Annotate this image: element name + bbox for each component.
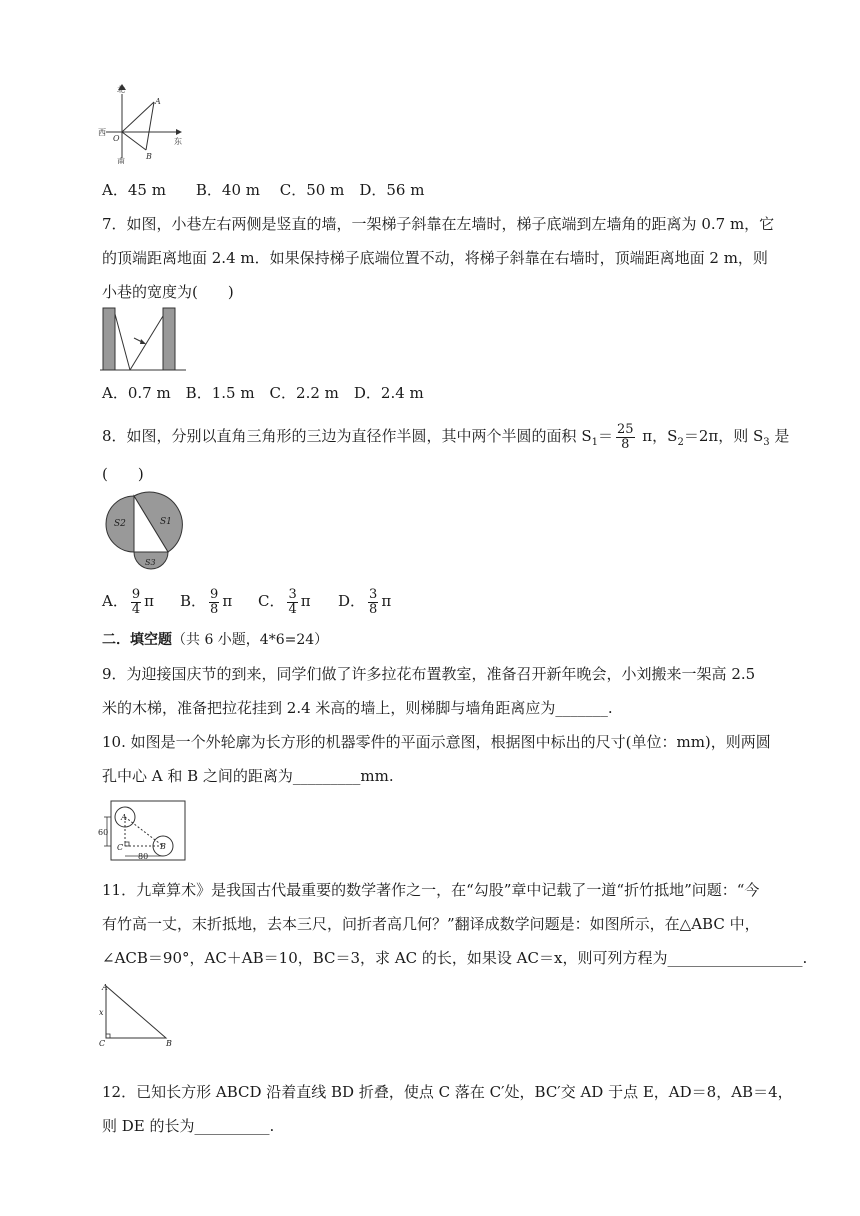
part-point-c-label: C: [117, 843, 124, 852]
q11-line1: 11．九章算术》是我国古代最重要的数学著作之一，在“勾股”章中记载了一道“折竹抵地”问题：“今: [102, 881, 760, 899]
q8-option-c: C． $\frac{3}{4}$ π: [258, 586, 311, 617]
triangle-a-label: A: [102, 983, 108, 992]
compass-point-a: A: [155, 97, 161, 106]
q7-options: A．0.7 m B．1.5 m C．2.2 m D．2.4 m: [102, 384, 424, 402]
q12-line2: 则 DE 的长为__________.: [102, 1117, 275, 1135]
q7-line3: 小巷的宽度为( ): [102, 283, 234, 301]
q8-text-post: ＝2π，则 S: [683, 427, 764, 445]
section2-note: （共 6 小题，4*6=24）: [172, 632, 329, 648]
q8-frac-den: 8: [621, 436, 630, 452]
compass-point-b: B: [146, 152, 152, 161]
part-dim-horizontal: 80: [138, 852, 149, 861]
q11-line3: ∠ACB＝90°，AC＋AB＝10，BC＝3，求 AC 的长，如果设 AC＝x，则可列方程为__________________.: [102, 949, 808, 967]
triangle-c-label: C: [99, 1039, 106, 1048]
q8-text-mid: π，S: [637, 427, 678, 445]
q6-options: A．45 m B．40 m C．50 m D．56 m: [102, 181, 425, 199]
part-hole-b-label: B: [160, 842, 166, 851]
q8-option-d: D． $\frac{3}{8}$ π: [338, 586, 392, 617]
compass-north-label: 北: [117, 85, 125, 94]
q10-line2: 孔中心 A 和 B 之间的距离为_________mm.: [102, 767, 394, 785]
compass-origin-label: O: [113, 134, 120, 143]
compass-west-label: 西: [98, 128, 106, 137]
q8-fraction: [616, 423, 635, 452]
q8-s1-sub: 1: [591, 437, 598, 448]
q9-line2: 米的木梯，准备把拉花挂到 2.4 米高的墙上，则梯脚与墙角距离应为_______.: [102, 699, 613, 717]
q10-line1: 10. 如图是一个外轮廓为长方形的机器零件的平面示意图，根据图中标出的尺寸(单位：mm)，则两圆: [102, 733, 771, 751]
triangle-b-label: B: [166, 1039, 172, 1048]
semicircle-s2-label: S2: [114, 519, 126, 529]
part-hole-a-label: A: [121, 813, 127, 822]
q8-eq: ＝: [597, 427, 613, 445]
q8-s3-sub: 3: [763, 437, 770, 448]
q8-text-pre: 8．如图，分别以直角三角形的三边为直径作半圆，其中两个半圆的面积 S: [102, 427, 592, 445]
q8-frac-num: 25: [616, 421, 634, 437]
q8-option-a: A． $\frac{9}{4}$ π: [102, 586, 154, 617]
compass-figure: [98, 84, 188, 164]
right-triangle-figure: [96, 980, 184, 1048]
q8-options: [102, 586, 391, 617]
machine-part-figure: [97, 798, 189, 864]
semicircle-s1-label: S1: [160, 517, 172, 527]
part-dim-vertical: 60: [98, 828, 109, 837]
q8-option-b: B． $\frac{9}{8}$ π: [180, 586, 233, 617]
compass-east-label: 东: [174, 137, 182, 146]
section2-title: 二．填空题: [102, 632, 172, 648]
q7-line1: 7．如图，小巷左右两侧是竖直的墙，一架梯子斜靠在左墙时，梯子底端到左墙角的距离为 0.7 m，它: [102, 215, 775, 233]
semicircles-figure: [100, 490, 192, 576]
section2-heading: [102, 630, 328, 650]
semicircle-s3-label: S3: [145, 558, 156, 567]
q8-line1: [102, 414, 789, 465]
compass-south-label: 南: [117, 157, 125, 164]
q8-text-end: 是: [769, 427, 790, 445]
q9-line1: 9．为迎接国庆节的到来，同学们做了许多拉花布置教室，准备召开新年晚会，小刘搬来一架高 2.5: [102, 665, 756, 683]
q7-line2: 的顶端距离地面 2.4 m．如果保持梯子底端位置不动，将梯子斜靠在右墙时，顶端距离地面 2 m，则: [102, 249, 768, 267]
triangle-x-label: x: [99, 1008, 104, 1017]
q8-line2: ( ): [102, 465, 144, 483]
ladder-alley-figure: [100, 306, 190, 376]
q12-line1: 12．已知长方形 ABCD 沿着直线 BD 折叠，使点 C 落在 C′处，BC′交 AD 于点 E，AD＝8，AB＝4，: [102, 1083, 793, 1101]
q8-s2-sub: 2: [677, 437, 684, 448]
q11-line2: 有竹高一丈，末折抵地，去本三尺，问折者高几何？”翻译成数学问题是：如图所示，在△ABC 中，: [102, 915, 760, 933]
